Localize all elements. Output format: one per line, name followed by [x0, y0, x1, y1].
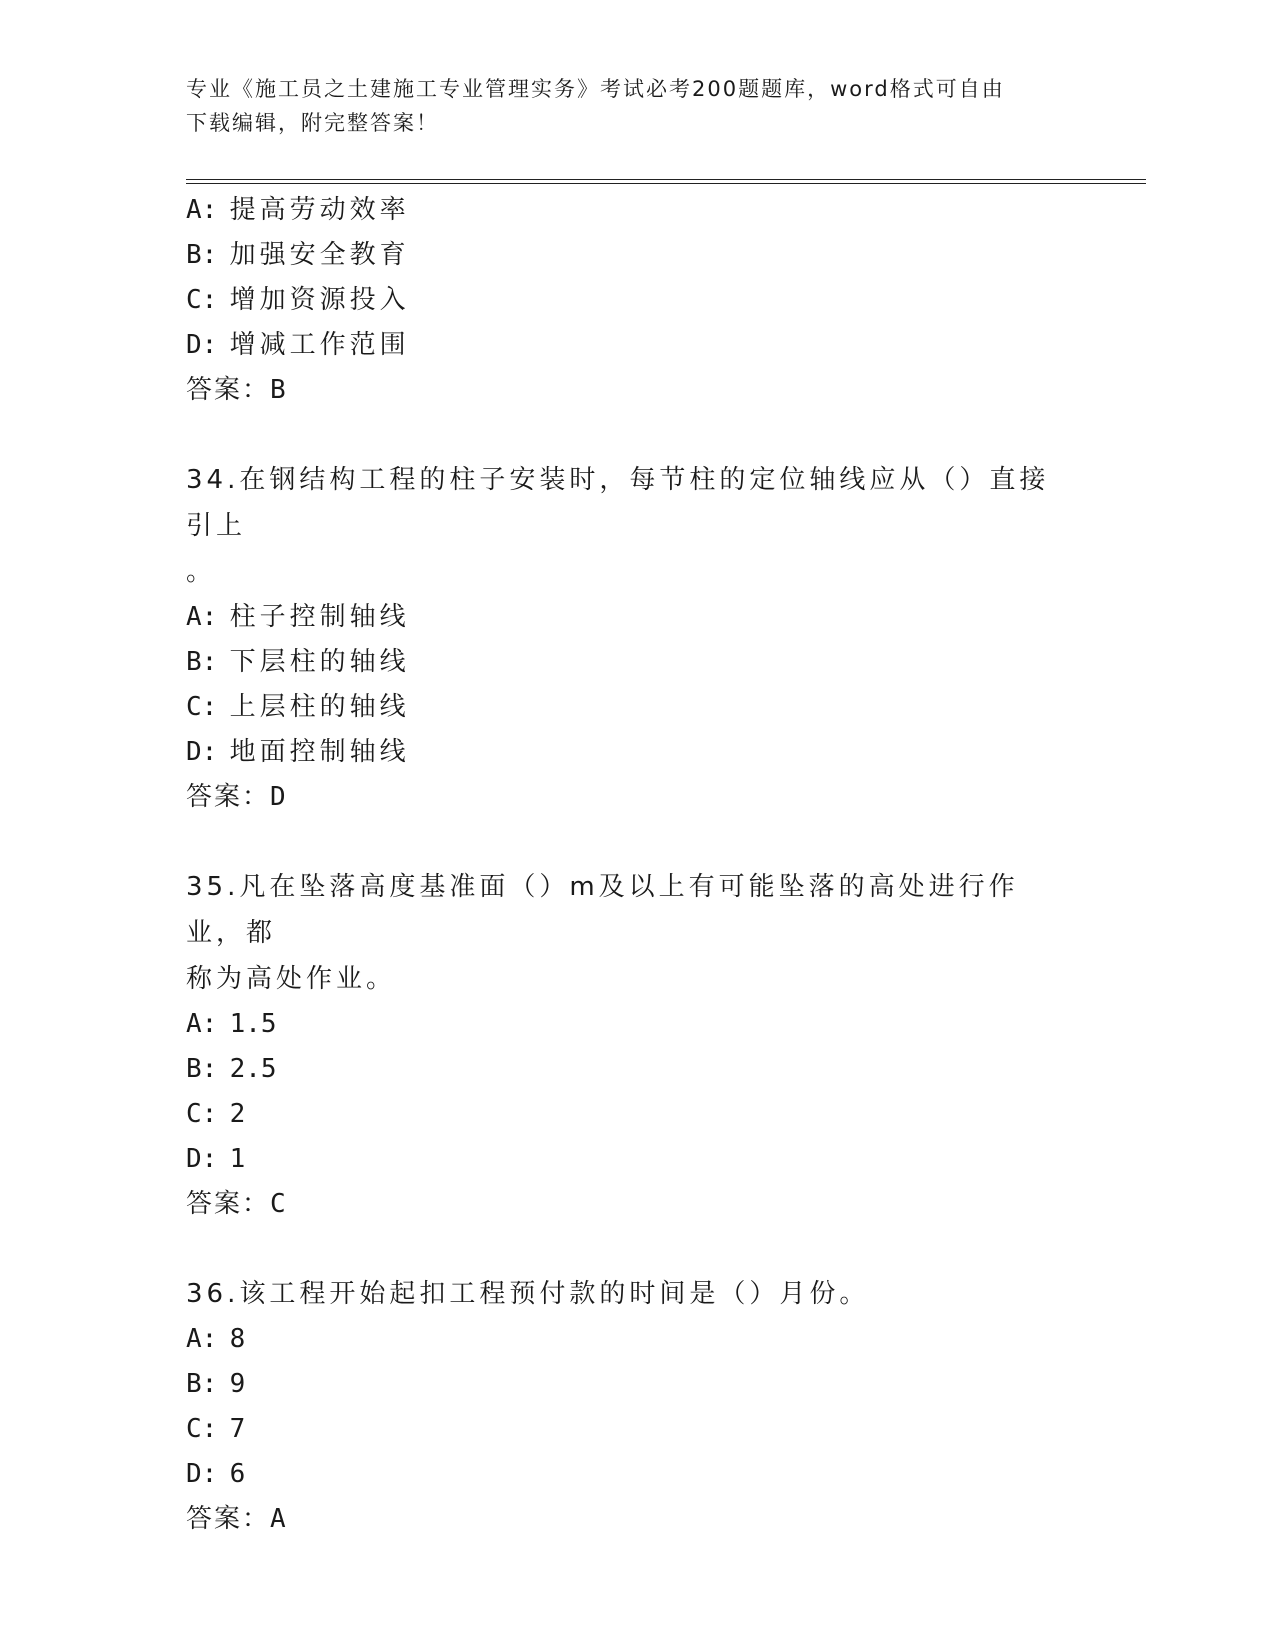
question-36 [186, 1271, 1066, 1542]
question-35 [186, 864, 1066, 1227]
option-b: B: 2.5 [186, 1054, 277, 1084]
option-a: A: 1.5 [186, 1009, 277, 1039]
question-stem-line-1: 36.该工程开始起扣工程预付款的时间是（）月份。 [186, 1279, 870, 1309]
answer: 答案：B [186, 375, 288, 405]
option-b: B: 下层柱的轴线 [186, 647, 410, 677]
option-a: A: 柱子控制轴线 [186, 602, 410, 632]
option-c: C: 上层柱的轴线 [186, 692, 410, 722]
option-d: D: 1 [186, 1144, 246, 1174]
option-a: A: 8 [186, 1324, 246, 1354]
question-stem-line-2: 。 [186, 557, 217, 587]
option-c: C: 2 [186, 1099, 246, 1129]
option-d: D: 增减工作范围 [186, 330, 410, 360]
question-stem-line-2: 称为高处作业。 [186, 964, 397, 994]
question-list [186, 188, 1066, 1542]
option-d: D: 地面控制轴线 [186, 737, 410, 767]
document-header [186, 72, 1066, 140]
question-34 [186, 457, 1066, 820]
question-33-continued [186, 188, 1066, 413]
option-c: C: 7 [186, 1414, 246, 1444]
option-d: D: 6 [186, 1459, 246, 1489]
option-c: C: 增加资源投入 [186, 285, 410, 315]
header-line-2: 下载编辑，附完整答案！ [186, 111, 439, 135]
header-line-1: 专业《施工员之土建施工专业管理实务》考试必考200题题库，word格式可自由 [186, 77, 1005, 101]
answer: 答案：C [186, 1189, 288, 1219]
question-stem-line-1: 34.在钢结构工程的柱子安装时，每节柱的定位轴线应从（）直接引上 [186, 465, 1050, 541]
option-a: A: 提高劳动效率 [186, 195, 410, 225]
question-stem-line-1: 35.凡在坠落高度基准面（）m及以上有可能坠落的高处进行作业，都 [186, 872, 1019, 948]
answer: 答案：A [186, 1504, 288, 1534]
header-divider [186, 179, 1146, 184]
answer: 答案：D [186, 782, 288, 812]
option-b: B: 9 [186, 1369, 246, 1399]
option-b: B: 加强安全教育 [186, 240, 410, 270]
